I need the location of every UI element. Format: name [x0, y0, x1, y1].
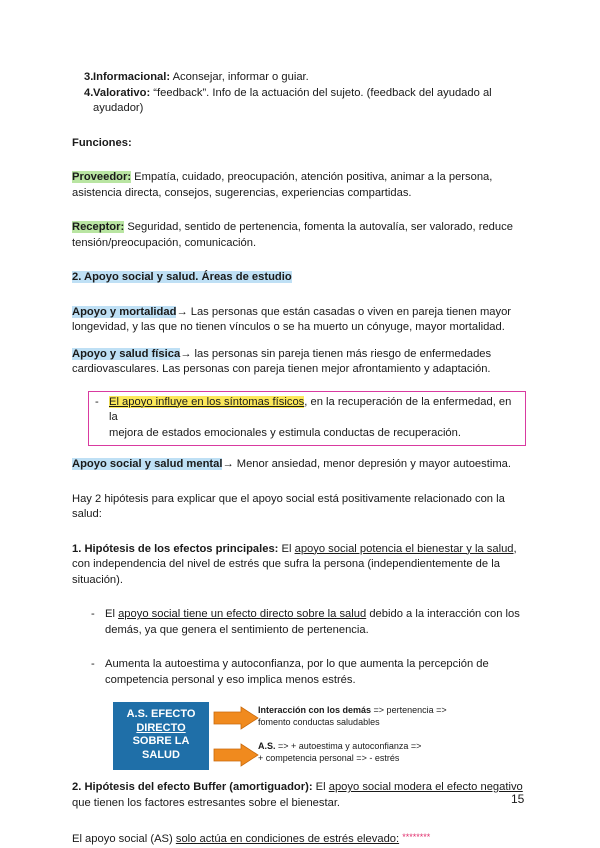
arrow-right-icon — [213, 743, 259, 767]
final-paragraph: El apoyo social (AS) solo actúa en condiciones de estrés elevado: ******** — [72, 832, 431, 845]
list-item-term: Valorativo: — [93, 86, 151, 99]
self-esteem-text: A.S. => + autoestima y autoconfianza => + competencia personal => - estrés — [258, 741, 422, 763]
asterisks-marker: ******** — [402, 832, 431, 842]
fisica-paragraph: Apoyo y salud física→ las personas sin pareja tienen más riesgo de enfermedades cardiovasculares. Las personas con pareja tienen mejor afrontamiento y adaptación. — [72, 347, 492, 375]
mental-term: Apoyo social y salud mental — [72, 458, 223, 470]
highlighted-text: El apoyo influye en los síntomas físicos — [109, 395, 305, 408]
arrow-icon: → — [222, 458, 234, 470]
support-types-list — [72, 70, 532, 117]
receptor-paragraph: Receptor: Seguridad, sentido de pertenencia, fomenta la autovalía, ser valorado, reduce tensión/preocupación, comunicación. — [72, 221, 513, 249]
direct-effect-box: A.S. EFECTO DIRECTO SOBRE LA SALUD — [113, 702, 209, 770]
arrow-icon: → — [180, 347, 192, 360]
list-item: 4. Valorativo: “feedback”. Info de la actuación del sujeto. (feedback del ayudado al ayudador) — [84, 86, 492, 114]
proveedor-term: Proveedor: — [72, 171, 132, 183]
hipotesis-1-paragraph: 1. Hipótesis de los efectos principales: El apoyo social potencia el bienestar y la salud, con independencia del nivel de estrés que sufra la persona (independientemente de la situación). — [72, 542, 517, 586]
arrow-right-icon — [213, 706, 259, 730]
funciones-heading: Funciones: — [72, 136, 132, 149]
section-heading: 2. Apoyo social y salud. Áreas de estudio — [72, 271, 292, 283]
document-page — [72, 70, 532, 848]
list-item: - El apoyo influye en los síntomas físicos, en la recuperación de la enfermedad, en la mejora de estados emocionales y estimula conductas de recuperación. — [95, 395, 512, 439]
proveedor-paragraph: Proveedor: Empatía, cuidado, preocupación, atención positiva, animar a la persona, asistencia directa, consejos, sugerencias, experiencias compartidas. — [72, 171, 493, 199]
page-number: 15 — [511, 792, 525, 806]
hipotesis-2-paragraph: 2. Hipótesis del efecto Buffer (amortiguador): El apoyo social modera el efecto negativo que tienen los factores estresantes sobre el bienestar. — [72, 781, 523, 809]
fisica-term: Apoyo y salud física — [72, 347, 181, 360]
receptor-term: Receptor: — [72, 221, 125, 233]
highlight-box — [88, 391, 526, 447]
hipotesis-2-term: 2. Hipótesis del efecto Buffer (amortiguador): — [72, 781, 313, 793]
list-item: 3. Informacional: Aconsejar, informar o guiar. — [84, 71, 309, 83]
list-item-term: Informacional: — [93, 71, 171, 83]
direct-effect-diagram — [72, 702, 532, 774]
arrow-icon: → — [176, 305, 188, 318]
mortalidad-paragraph: Apoyo y mortalidad→ Las personas que están casadas o viven en pareja tienen mayor longevidad, y las que no tienen vínculos o se ha muerto un cónyuge, mayor mortalidad. — [72, 305, 512, 333]
list-item: - El apoyo social tiene un efecto directo sobre la salud debido a la interacción con los demás, ya que genera el sentimiento de pertenencia. — [91, 608, 520, 636]
interaction-text: Interacción con los demás => pertenencia => fomento conductas saludables — [258, 705, 447, 727]
list-item: - Aumenta la autoestima y autoconfianza, por lo que aumenta la percepción de competencia personal y eso implica menos estrés. — [91, 658, 489, 686]
hipotesis-intro: Hay 2 hipótesis para explicar que el apoyo social está positivamente relacionado con la salud: — [72, 492, 505, 520]
mortalidad-term: Apoyo y mortalidad — [72, 305, 177, 318]
mental-paragraph: Apoyo social y salud mental→ Menor ansiedad, menor depresión y mayor autoestima. — [72, 458, 511, 470]
hipotesis-1-term: 1. Hipótesis de los efectos principales: — [72, 542, 279, 555]
